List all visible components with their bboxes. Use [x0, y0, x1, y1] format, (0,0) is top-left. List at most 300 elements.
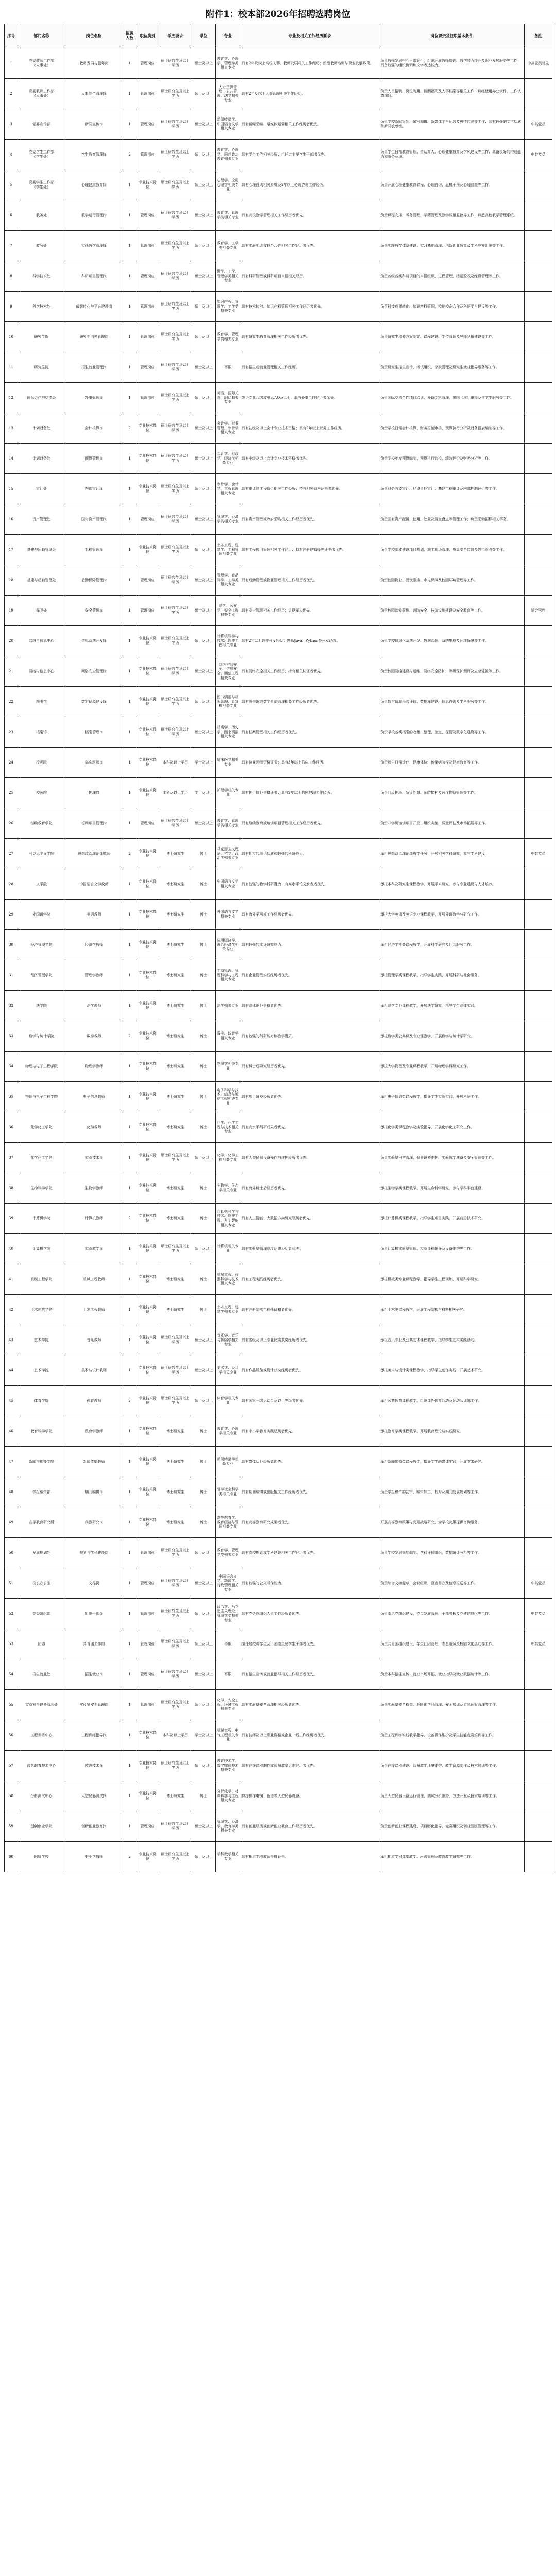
- cell-no: 33: [5, 1021, 18, 1052]
- cell-duties: 负责校园物业、餐饮服务、水电保障及校园环境管理等工作。: [379, 565, 525, 596]
- cell-num: 1: [123, 1325, 136, 1355]
- cell-major: 人力资源管理、公共管理、法学相关专业: [216, 79, 240, 109]
- cell-degree: 硕士及以上: [192, 292, 216, 322]
- cell-post: 思想政治理论课教师: [65, 839, 123, 869]
- cell-education: 硕士研究生及以上学历: [159, 596, 192, 626]
- cell-education: 本科及以上学历: [159, 778, 192, 808]
- cell-requirements: 具有大型仪器设备操作与维护经历者优先。: [240, 1143, 379, 1173]
- cell-major: 新闻传播学相关专业: [216, 1447, 240, 1477]
- cell-category: 管理岗位: [136, 1599, 159, 1629]
- cell-education: 博士研究生: [159, 1052, 192, 1082]
- cell-dept: 分析测试中心: [18, 1781, 65, 1811]
- cell-category: 专业技术岗位: [136, 1112, 159, 1143]
- cell-major: 中国语言文学、新闻学、行政管理相关专业: [216, 1568, 240, 1599]
- cell-category: 专业技术岗位: [136, 1204, 159, 1234]
- cell-post: 中小学教师: [65, 1842, 123, 1872]
- cell-requirements: 具有学生工作相关经历；担任过主要学生干部者优先。: [240, 140, 379, 170]
- cell-post: 研究生培养管理岗: [65, 322, 123, 352]
- cell-category: 专业技术岗位: [136, 1173, 159, 1204]
- table-row: [5, 413, 552, 444]
- cell-duties: 负责校园网络建设与运维、网络安全防护、等级保护测评及应急处置等工作。: [379, 656, 525, 687]
- positions-table: [4, 24, 552, 1872]
- cell-requirements: 具有法律职业资格者优先。: [240, 991, 379, 1021]
- cell-note: [525, 1143, 552, 1173]
- cell-major: 高等教育学、教育经济与管理相关专业: [216, 1507, 240, 1538]
- cell-no: 22: [5, 687, 18, 717]
- cell-major: 学科教学相关专业: [216, 1842, 240, 1872]
- cell-degree: 硕士及以上: [192, 596, 216, 626]
- table-row: [5, 748, 552, 778]
- cell-major: 护理学相关专业: [216, 778, 240, 808]
- cell-education: 博士研究生: [159, 960, 192, 991]
- cell-degree: 博士: [192, 1082, 216, 1112]
- cell-education: 博士研究生: [159, 1447, 192, 1477]
- cell-degree: 学士及以上: [192, 748, 216, 778]
- cell-note: [525, 1507, 552, 1538]
- cell-degree: 硕士及以上: [192, 535, 216, 565]
- cell-education: 硕士研究生及以上学历: [159, 565, 192, 596]
- cell-category: 专业技术岗位: [136, 1325, 159, 1355]
- cell-requirements: 具有网络安全相关工作经历；持有相关认证者优先。: [240, 656, 379, 687]
- cell-education: 硕士研究生及以上学历: [159, 413, 192, 444]
- header-req: 专业及相关工作经历要求: [240, 24, 379, 48]
- cell-num: 1: [123, 1295, 136, 1325]
- cell-education: 本科及以上学历: [159, 1720, 192, 1751]
- cell-category: 专业技术岗位: [136, 1781, 159, 1811]
- cell-degree: 硕士及以上: [192, 687, 216, 717]
- cell-duties: 负责实验室安全检查、危险化学品管理、安全培训及应急预案管理等工作。: [379, 1690, 525, 1720]
- header-edu: 学历要求: [159, 24, 192, 48]
- cell-degree: 博士: [192, 930, 216, 960]
- cell-degree: 硕士及以上: [192, 717, 216, 748]
- cell-post: 实践教学管理岗: [65, 231, 123, 261]
- cell-duties: 负责开展心理健康教育课程、心理咨询、危机干预及心理普查等工作。: [379, 170, 525, 200]
- cell-duties: 负责大型仪器设备运行管理、测试分析服务、方法开发及技术培训等工作。: [379, 1781, 525, 1811]
- cell-num: 1: [123, 1538, 136, 1568]
- cell-requirements: 具有博士后研究经历者优先。: [240, 1052, 379, 1082]
- cell-post: 大型仪器测试岗: [65, 1781, 123, 1811]
- cell-note: [525, 1751, 552, 1781]
- cell-no: 3: [5, 109, 18, 140]
- cell-num: 1: [123, 1629, 136, 1659]
- cell-post: 期刊编辑岗: [65, 1477, 123, 1507]
- cell-major: 审计学、会计学、工程管理相关专业: [216, 474, 240, 504]
- cell-no: 32: [5, 991, 18, 1021]
- cell-major: 档案学、历史学、图书情报相关专业: [216, 717, 240, 748]
- cell-no: 31: [5, 960, 18, 991]
- cell-major: 教育学、心理学、管理学类相关专业: [216, 48, 240, 79]
- cell-no: 1: [5, 48, 18, 79]
- cell-post: 招生就业管理岗: [65, 352, 123, 383]
- cell-duties: 负责本科招生宣传、就业市场开拓、就业指导及就业数据统计等工作。: [379, 1659, 525, 1690]
- cell-post: 高教研究岗: [65, 1507, 123, 1538]
- cell-category: 管理岗位: [136, 383, 159, 413]
- cell-note: [525, 170, 552, 200]
- cell-post: 组织干部岗: [65, 1599, 123, 1629]
- cell-requirements: 具有新闻采编、融媒体运营相关工作经历者优先。: [240, 109, 379, 140]
- cell-category: 管理岗位: [136, 1659, 159, 1690]
- cell-category: 专业技术岗位: [136, 991, 159, 1021]
- cell-dept: 外国语学院: [18, 900, 65, 930]
- cell-major: 不限: [216, 1629, 240, 1659]
- cell-requirements: 具有较强的公文写作能力。: [240, 1568, 379, 1599]
- cell-num: 2: [123, 1386, 136, 1416]
- cell-category: 管理岗位: [136, 808, 159, 839]
- cell-major: 图书情报与档案管理、计算机相关专业: [216, 687, 240, 717]
- table-row: [5, 140, 552, 170]
- cell-category: 专业技术岗位: [136, 444, 159, 474]
- cell-note: [525, 352, 552, 383]
- cell-num: 1: [123, 1112, 136, 1143]
- cell-major: 土木工程、建筑学相关专业: [216, 1295, 240, 1325]
- cell-category: 专业技术岗位: [136, 1264, 159, 1295]
- cell-note: 适合男性: [525, 596, 552, 626]
- cell-duties: 负责国有资产配置、使用、处置及清查盘点等管理工作；负责采购招标相关事务。: [379, 504, 525, 535]
- cell-duties: 承担教育学类课程教学，开展教育理论与实践研究。: [379, 1416, 525, 1447]
- table-row: [5, 1720, 552, 1751]
- cell-num: 1: [123, 79, 136, 109]
- cell-no: 20: [5, 626, 18, 656]
- cell-degree: 硕士及以上: [192, 504, 216, 535]
- cell-requirements: 具有国家一级运动员及以上等级者优先。: [240, 1386, 379, 1416]
- cell-no: 9: [5, 292, 18, 322]
- cell-category: 专业技术岗位: [136, 1295, 159, 1325]
- cell-dept: 教务处: [18, 200, 65, 231]
- table-row: [5, 1568, 552, 1599]
- cell-education: 博士研究生: [159, 1112, 192, 1143]
- cell-dept: 教务处: [18, 231, 65, 261]
- cell-dept: 党委组织部: [18, 1599, 65, 1629]
- table-row: [5, 1295, 552, 1325]
- cell-dept: 现代教育技术中心: [18, 1751, 65, 1781]
- cell-note: [525, 231, 552, 261]
- table-row: [5, 504, 552, 535]
- cell-major: 英语、国际关系、翻译相关专业: [216, 383, 240, 413]
- cell-dept: 数学与统计学院: [18, 1021, 65, 1052]
- cell-major: 政治学、马克思主义理论、管理学类相关专业: [216, 1599, 240, 1629]
- cell-note: [525, 1052, 552, 1082]
- cell-num: 1: [123, 656, 136, 687]
- cell-duties: 承担数学类公共课及专业课教学，开展数学与统计学研究。: [379, 1021, 525, 1052]
- cell-post: 培训项目管理岗: [65, 808, 123, 839]
- cell-category: 专业技术岗位: [136, 1842, 159, 1872]
- cell-post: 人事综合管理岗: [65, 79, 123, 109]
- cell-dept: 国际合作与交流处: [18, 383, 65, 413]
- cell-no: 58: [5, 1781, 18, 1811]
- cell-degree: 学士及以上: [192, 1720, 216, 1751]
- cell-duties: 负责科技成果转化、知识产权管理、校地校企合作及科研平台建设等工作。: [379, 292, 525, 322]
- cell-category: 专业技术岗位: [136, 687, 159, 717]
- cell-degree: 硕士及以上: [192, 565, 216, 596]
- cell-no: 41: [5, 1264, 18, 1295]
- cell-note: [525, 900, 552, 930]
- cell-category: 管理岗位: [136, 352, 159, 383]
- table-row: [5, 900, 552, 930]
- cell-note: [525, 1082, 552, 1112]
- cell-duties: 负责计算机实验室管理、实验课程辅导及设备维护等工作。: [379, 1234, 525, 1264]
- cell-num: 1: [123, 261, 136, 292]
- cell-education: 硕士研究生及以上学历: [159, 231, 192, 261]
- cell-duties: 负责研究生招生宣传、考试组织、录取管理及研究生就业指导服务等工作。: [379, 352, 525, 383]
- cell-category: 管理岗位: [136, 1538, 159, 1568]
- cell-note: [525, 444, 552, 474]
- cell-post: 生物学教师: [65, 1173, 123, 1204]
- table-header-row: [5, 24, 552, 48]
- table-row: [5, 1751, 552, 1781]
- cell-degree: 博士: [192, 1264, 216, 1295]
- cell-requirements: 具有2年及以上人事管理相关工作经历。: [240, 79, 379, 109]
- cell-post: 计算机教师: [65, 1204, 123, 1234]
- header-major: 专业: [216, 24, 240, 48]
- document-title: 附件1：校本部2026年招聘选聘岗位: [205, 9, 351, 20]
- cell-num: 1: [123, 1173, 136, 1204]
- cell-degree: 博士: [192, 1477, 216, 1507]
- header-post: 岗位名称: [65, 24, 123, 48]
- cell-no: 53: [5, 1629, 18, 1659]
- cell-dept: 团委: [18, 1629, 65, 1659]
- cell-requirements: 具有媒体从业经历者优先。: [240, 1447, 379, 1477]
- cell-dept: 实验室与设备管理处: [18, 1690, 65, 1720]
- cell-requirements: 具有招生宣传或就业指导相关工作经历者优先。: [240, 1659, 379, 1690]
- cell-education: 硕士研究生及以上学历: [159, 1386, 192, 1416]
- cell-education: 博士研究生: [159, 1295, 192, 1325]
- cell-degree: 博士: [192, 1112, 216, 1143]
- cell-major: 管理学、食品科学、工学类相关专业: [216, 565, 240, 596]
- table-row: [5, 292, 552, 322]
- cell-post: 体育教师: [65, 1386, 123, 1416]
- cell-note: [525, 383, 552, 413]
- cell-no: 16: [5, 504, 18, 535]
- cell-num: 1: [123, 1143, 136, 1173]
- cell-num: 1: [123, 565, 136, 596]
- cell-major: 应用经济学、理论经济学相关专业: [216, 930, 240, 960]
- cell-dept: 计算机学院: [18, 1204, 65, 1234]
- cell-duties: 负责门诊护理、急诊处置、预防接种及医疗物资管理等工作。: [379, 778, 525, 808]
- cell-degree: 博士: [192, 991, 216, 1021]
- cell-dept: 党委宣传部: [18, 109, 65, 140]
- cell-duties: 负责人员招聘、岗位聘用、薪酬福利及人事档案等相关工作；熟练使用办公软件，工作认真细致。: [379, 79, 525, 109]
- cell-requirements: 具有高校教学管理相关工作经历者优先。: [240, 200, 379, 231]
- table-row: [5, 200, 552, 231]
- cell-degree: 硕士及以上: [192, 1386, 216, 1416]
- cell-degree: 博士: [192, 1052, 216, 1082]
- cell-no: 56: [5, 1720, 18, 1751]
- cell-no: 19: [5, 596, 18, 626]
- cell-requirements: 担任过校级学生会、团委主要学生干部者优先。: [240, 1629, 379, 1659]
- cell-major: 中国语言文学相关专业: [216, 869, 240, 900]
- cell-post: 数字资源建设岗: [65, 687, 123, 717]
- cell-no: 30: [5, 930, 18, 960]
- cell-category: 专业技术岗位: [136, 474, 159, 504]
- cell-num: 1: [123, 1568, 136, 1599]
- cell-requirements: 具有档案管理相关工作经历者优先。: [240, 717, 379, 748]
- cell-dept: 图书馆: [18, 687, 65, 717]
- cell-category: 管理岗位: [136, 565, 159, 596]
- cell-duties: 承担土木类课程教学，开展工程结构与材料相关研究。: [379, 1295, 525, 1325]
- cell-requirements: 具有较强的科研能力和教学潜质。: [240, 1021, 379, 1052]
- cell-degree: 硕士及以上: [192, 170, 216, 200]
- cell-requirements: 具有省级及以上专业比赛获奖经历者优先。: [240, 1325, 379, 1355]
- table-row: [5, 1599, 552, 1629]
- cell-dept: 生命科学学院: [18, 1173, 65, 1204]
- cell-num: 1: [123, 200, 136, 231]
- cell-duties: 开展高等教育政策与发展战略研究，为学校决策提供咨询服务。: [379, 1507, 525, 1538]
- cell-degree: 博士: [192, 1507, 216, 1538]
- cell-dept: 经济管理学院: [18, 960, 65, 991]
- cell-duties: 承担公共体育课程教学，组织课外体育活动及运动队训练工作。: [379, 1386, 525, 1416]
- cell-num: 2: [123, 1204, 136, 1234]
- cell-duties: 负责学生日常教育管理、资助育人、心理健康教育及学风建设等工作；具备良好的沟通能力和服务意识。: [379, 140, 525, 170]
- cell-dept: 保卫处: [18, 596, 65, 626]
- cell-num: 2: [123, 839, 136, 869]
- cell-no: 8: [5, 261, 18, 292]
- cell-post: 外事管理岗: [65, 383, 123, 413]
- cell-post: 实验技术岗: [65, 1143, 123, 1173]
- cell-duties: 负责校园治安管理、消防安全、技防设施建设及安全教育等工作。: [379, 596, 525, 626]
- cell-requirements: 具有2年及以上高校人事、教师发展相关工作经历；熟悉教师培训与职业发展政策。: [240, 48, 379, 79]
- cell-note: [525, 292, 552, 322]
- table-row: [5, 1538, 552, 1568]
- cell-education: 硕士研究生及以上学历: [159, 717, 192, 748]
- cell-education: 博士研究生: [159, 1477, 192, 1507]
- cell-dept: 学报编辑部: [18, 1477, 65, 1507]
- cell-degree: 硕士及以上: [192, 231, 216, 261]
- cell-num: 1: [123, 748, 136, 778]
- cell-education: 硕士研究生及以上学历: [159, 656, 192, 687]
- cell-education: 硕士研究生及以上学历: [159, 444, 192, 474]
- cell-duties: 负责在线课程建设、智慧教学环境维护、教学资源制作及技术培训等工作。: [379, 1751, 525, 1781]
- cell-no: 49: [5, 1507, 18, 1538]
- cell-category: 专业技术岗位: [136, 1143, 159, 1173]
- cell-requirements: 具有护士执业资格证书；具有2年以上临床护理工作经历。: [240, 778, 379, 808]
- cell-category: 专业技术岗位: [136, 1416, 159, 1447]
- cell-note: [525, 1112, 552, 1143]
- cell-major: 土木工程、建筑学、工程管理相关专业: [216, 535, 240, 565]
- cell-degree: 硕士及以上: [192, 200, 216, 231]
- cell-note: 中共党员: [525, 839, 552, 869]
- cell-major: 教育学、管理学类相关专业: [216, 1538, 240, 1568]
- table-row: [5, 1234, 552, 1264]
- cell-post: 预算管理岗: [65, 444, 123, 474]
- cell-dept: 档案馆: [18, 717, 65, 748]
- cell-post: 土木工程教师: [65, 1295, 123, 1325]
- cell-dept: 基建与后勤管理处: [18, 535, 65, 565]
- cell-no: 43: [5, 1325, 18, 1355]
- cell-education: 硕士研究生及以上学历: [159, 626, 192, 656]
- cell-num: 2: [123, 1842, 136, 1872]
- cell-dept: 审计处: [18, 474, 65, 504]
- cell-major: 教育学、管理学类相关专业: [216, 200, 240, 231]
- cell-num: 1: [123, 1355, 136, 1386]
- cell-category: 管理岗位: [136, 1690, 159, 1720]
- cell-note: [525, 869, 552, 900]
- cell-education: 硕士研究生及以上学历: [159, 1629, 192, 1659]
- cell-dept: 工程训练中心: [18, 1720, 65, 1751]
- cell-note: 中共党员: [525, 1568, 552, 1599]
- cell-category: 专业技术岗位: [136, 1021, 159, 1052]
- cell-requirements: 具有招生或就业管理相关工作经历。: [240, 352, 379, 383]
- cell-dept: 法学院: [18, 991, 65, 1021]
- cell-note: [525, 1355, 552, 1386]
- table-row: [5, 474, 552, 504]
- cell-degree: 硕士及以上: [192, 1325, 216, 1355]
- cell-duties: 承担电子信息类课程教学，指导学生实验实践，开展科研工作。: [379, 1082, 525, 1112]
- cell-post: 管理学教师: [65, 960, 123, 991]
- cell-category: 管理岗位: [136, 596, 159, 626]
- cell-dept: 科学技术处: [18, 261, 65, 292]
- cell-requirements: 具有期刊编辑或出版相关工作经历者优先。: [240, 1477, 379, 1507]
- cell-note: [525, 200, 552, 231]
- cell-note: [525, 1690, 552, 1720]
- cell-degree: 博士: [192, 839, 216, 869]
- cell-duties: 负责学校发展规划编制、学科评估组织、数据统计分析等工作。: [379, 1538, 525, 1568]
- cell-duties: 负责各级各类科研项目的申报组织、过程管理、结题验收及经费管理等工作。: [379, 261, 525, 292]
- cell-no: 12: [5, 383, 18, 413]
- cell-no: 6: [5, 200, 18, 231]
- table-row: [5, 656, 552, 687]
- cell-num: 1: [123, 231, 136, 261]
- cell-no: 17: [5, 535, 18, 565]
- cell-dept: 创新创业学院: [18, 1811, 65, 1842]
- cell-requirements: 具有工程实践经历者优先。: [240, 1264, 379, 1295]
- cell-category: 管理岗位: [136, 1629, 159, 1659]
- cell-note: [525, 474, 552, 504]
- cell-dept: 计算机学院: [18, 1234, 65, 1264]
- cell-major: 数学、统计学相关专业: [216, 1021, 240, 1052]
- cell-degree: 硕士及以上: [192, 1842, 216, 1872]
- cell-category: 管理岗位: [136, 1568, 159, 1599]
- cell-degree: 硕士及以上: [192, 261, 216, 292]
- cell-note: [525, 717, 552, 748]
- cell-education: 硕士研究生及以上学历: [159, 1234, 192, 1264]
- cell-requirements: 具有党务或组织人事工作经历者优先。: [240, 1599, 379, 1629]
- cell-note: [525, 261, 552, 292]
- cell-no: 23: [5, 717, 18, 748]
- cell-education: 硕士研究生及以上学历: [159, 292, 192, 322]
- table-row: [5, 1325, 552, 1355]
- cell-dept: 经济管理学院: [18, 930, 65, 960]
- cell-degree: 硕士及以上: [192, 413, 216, 444]
- cell-requirements: 具有作品展览或设计获奖经历者优先。: [240, 1355, 379, 1386]
- cell-duties: 承担本科及研究生课程教学，开展学术研究，参与专业建设与人才培养。: [379, 869, 525, 900]
- header-no: 序号: [5, 24, 18, 48]
- cell-dept: 网络与信息中心: [18, 626, 65, 656]
- cell-education: 博士研究生: [159, 930, 192, 960]
- cell-note: [525, 1325, 552, 1355]
- table-row: [5, 991, 552, 1021]
- table-row: [5, 1811, 552, 1842]
- cell-num: 1: [123, 687, 136, 717]
- table-row: [5, 1355, 552, 1386]
- cell-requirements: 具有2年以上软件开发经历；熟悉Java、Python等开发语言。: [240, 626, 379, 656]
- cell-no: 10: [5, 322, 18, 352]
- cell-no: 25: [5, 778, 18, 808]
- cell-no: 13: [5, 413, 18, 444]
- cell-major: 美术学、设计学相关专业: [216, 1355, 240, 1386]
- cell-dept: 体育学院: [18, 1386, 65, 1416]
- cell-education: 硕士研究生及以上学历: [159, 1568, 192, 1599]
- cell-category: 专业技术岗位: [136, 1477, 159, 1507]
- cell-num: 1: [123, 444, 136, 474]
- cell-duties: 负责教师发展中心日常运行，组织开展教师培训、教学能力提升及职业发展服务等工作；具备较强的组织协调和文字表达能力。: [379, 48, 525, 79]
- cell-num: 1: [123, 1477, 136, 1507]
- cell-post: 音乐教师: [65, 1325, 123, 1355]
- cell-major: 不限: [216, 1659, 240, 1690]
- cell-duties: 承担新闻传播类课程教学，指导学生融媒体实践，开展学术研究。: [379, 1447, 525, 1477]
- cell-num: 1: [123, 1447, 136, 1477]
- cell-category: 管理岗位: [136, 1811, 159, 1842]
- cell-requirements: 具有实验室管理或IT运维经历者优先。: [240, 1234, 379, 1264]
